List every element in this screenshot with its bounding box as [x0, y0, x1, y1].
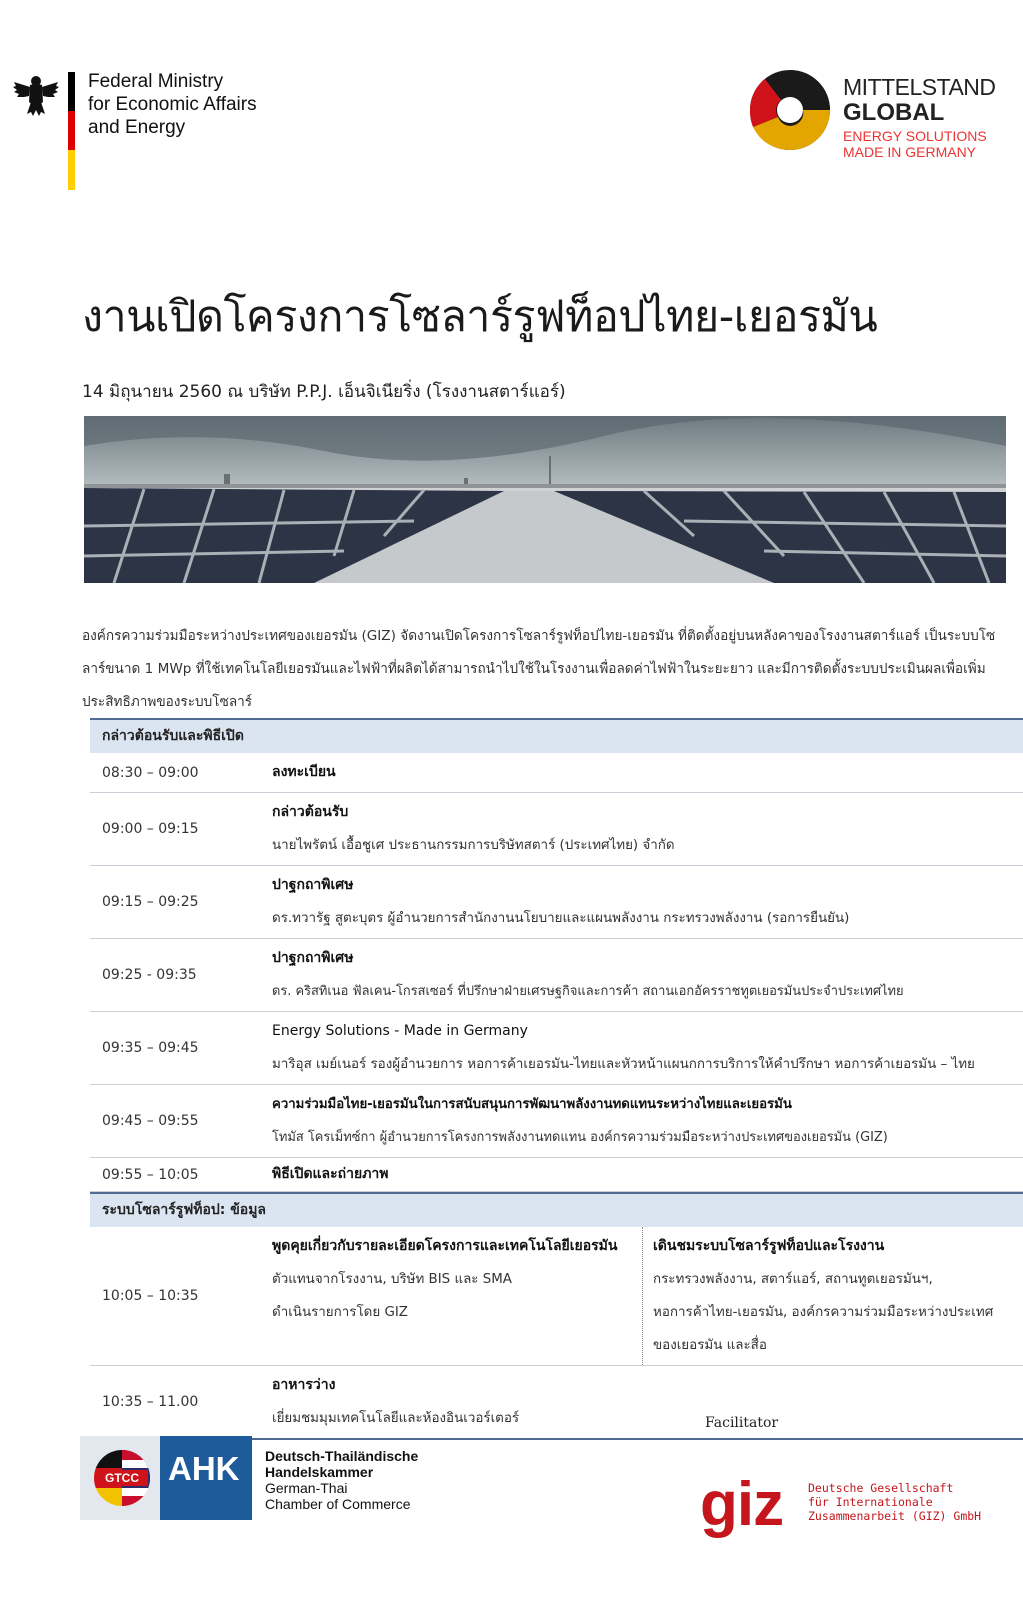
ahk-name-line: German-Thai — [265, 1480, 348, 1496]
agenda-item-title: ลงทะเบียน — [272, 764, 336, 780]
giz-logo — [700, 1470, 1000, 1545]
agenda-row — [90, 1366, 1023, 1440]
ahk-name — [265, 1448, 418, 1512]
agenda-item-speaker: โทมัส โครเม็ทซ์กา ผู้อำนวยการโครงการพลังงานทดแทน องค์กรความร่วมมือระหว่างประเทศของเยอรมัน (GIZ) — [272, 1130, 888, 1145]
giz-name-line: für Internationale — [808, 1495, 933, 1509]
eagle-icon — [12, 72, 60, 118]
agenda-time: 09:15 – 09:25 — [102, 894, 199, 910]
agenda-item-moderator: ดำเนินรายการโดย GIZ — [272, 1305, 408, 1320]
giz-name — [808, 1481, 981, 1523]
agenda-item-title: ปาฐกถาพิเศษ — [272, 877, 354, 893]
agenda-item-speaker: เยี่ยมชมมุมเทคโนโลยีและห้องอินเวอร์เตอร์ — [272, 1411, 520, 1426]
mittelstand-global-logo — [745, 60, 1015, 170]
agenda-time: 10:05 – 10:35 — [102, 1288, 199, 1304]
agenda-right-column — [642, 1227, 1023, 1365]
intro-paragraph: องค์กรความร่วมมือระหว่างประเทศของเยอรมัน (GIZ) จัดงานเปิดโครงการโซลาร์รูฟท็อปไทย-เยอรมัน ที่ติดตั้งอยู่บนหลังคาของโรงงานสตาร์แอร์ เป็นระบบโซลาร์ขนาด 1 MWp ที่ใช้เทคโนโลยีเยอรมันและไฟฟ้าที่ผลิตได้สามารถนำไปใช้ในโรงงานเพื่อลดค่าไฟฟ้าในระยะยาว และมีการติดตั้งระบบประเมินผลเพื่อเพิ่มประสิทธิภาพของระบบโซลาร์ — [82, 628, 996, 710]
ahk-name-line: Handelskammer — [265, 1464, 374, 1480]
ministry-line: Federal Ministry — [88, 71, 224, 92]
ministry-line: for Economic Affairs — [88, 94, 257, 115]
agenda-time: 09:45 – 09:55 — [102, 1113, 199, 1129]
agenda-item-title: พิธีเปิดและถ่ายภาพ — [272, 1166, 389, 1182]
agenda-row — [90, 1085, 1023, 1158]
giz-name-line: Deutsche Gesellschaft — [808, 1481, 954, 1495]
ahk-name-line: Chamber of Commerce — [265, 1496, 411, 1512]
agenda-item-title: ปาฐกถาพิเศษ — [272, 950, 354, 966]
mittelstand-line4: MADE IN GERMANY — [843, 144, 977, 160]
agenda-item-participants: กระทรวงพลังงาน, สตาร์แอร์, สถานทูตเยอรมันฯ, หอการค้าไทย-เยอรมัน, องค์กรความร่วมมือระหว่างประเทศของเยอรมัน และสื่อ — [653, 1272, 994, 1353]
giz-name-line: Zusammenarbeit (GIZ) GmbH — [808, 1509, 982, 1523]
flag-stripe — [68, 72, 75, 190]
rooftop-solar-photo — [84, 416, 1006, 583]
agenda-time: 09:00 – 09:15 — [102, 821, 199, 837]
agenda-row — [90, 1227, 1023, 1366]
agenda-time: 09:35 – 09:45 — [102, 1040, 199, 1056]
agenda-time: 10:35 – 11.00 — [102, 1394, 199, 1410]
gtcc-badge-text: GTCC — [105, 1471, 139, 1485]
ministry-logo — [10, 62, 270, 192]
agenda-time: 09:25 - 09:35 — [102, 967, 197, 983]
agenda-time: 09:55 – 10:05 — [102, 1166, 199, 1183]
ahk-logo — [80, 1436, 430, 1520]
ahk-logo-text: AHK — [168, 1450, 240, 1487]
mittelstand-circle-icon — [745, 65, 835, 155]
event-date-venue: 14 มิถุนายน 2560 ณ บริษัท P.P.J. เอ็นจิเนียริ่ง (โรงงานสตาร์แอร์) — [82, 382, 566, 402]
agenda-item-title: Energy Solutions - Made in Germany — [272, 1023, 528, 1039]
agenda-item-title: ความร่วมมือไทย-เยอรมันในการสนับสนุนการพัฒนาพลังงานทดแทนระหว่างไทยและเยอรมัน — [272, 1097, 792, 1112]
agenda-row — [90, 939, 1023, 1012]
ministry-line: and Energy — [88, 117, 186, 138]
agenda-row — [90, 1012, 1023, 1085]
agenda-time: 08:30 – 09:00 — [102, 764, 199, 781]
mittelstand-line2: GLOBAL — [843, 99, 945, 126]
mittelstand-line1: MITTELSTAND — [843, 74, 996, 100]
agenda-row — [90, 793, 1023, 866]
agenda-section-header: ระบบโซลาร์รูฟท็อป: ข้อมูล — [90, 1192, 1023, 1227]
agenda-section-header: กล่าวต้อนรับและพิธีเปิด — [90, 718, 1023, 753]
agenda-row — [90, 1158, 1023, 1192]
agenda-item-speaker: ตัวแทนจากโรงงาน, บริษัท BIS และ SMA — [272, 1272, 512, 1287]
agenda-item-title: พูดคุยเกี่ยวกับรายละเอียดโครงการและเทคโนโลยีเยอรมัน — [272, 1238, 618, 1254]
ministry-name — [88, 70, 257, 139]
giz-logo-text: giz — [700, 1470, 784, 1539]
agenda-row — [90, 753, 1023, 793]
agenda-item-speaker: ดร. คริสทิเนอ ฟัลเคน-โกรสเซอร์ ที่ปรึกษาฝ่ายเศรษฐกิจและการค้า สถานเอกอัครราชทูตเยอรมันประจำประเทศไทย — [272, 984, 904, 999]
mittelstand-line3: ENERGY SOLUTIONS — [843, 128, 987, 144]
agenda-item-title: กล่าวต้อนรับ — [272, 804, 349, 820]
agenda-table — [90, 718, 1023, 1440]
facilitator-label: Facilitator — [705, 1415, 779, 1431]
agenda-item-speaker: ดร.ทวารัฐ สูตะบุตร ผู้อำนวยการสำนักงานนโยบายและแผนพลังงาน กระทรวงพลังงาน (รอการยืนยัน) — [272, 911, 850, 926]
agenda-item-title: อาหารว่าง — [272, 1377, 336, 1393]
agenda-item-title: เดินชมระบบโซลาร์รูฟท็อปและโรงงาน — [653, 1238, 885, 1254]
agenda-item-speaker: มาริอุส เมย์เนอร์ รองผู้อำนวยการ หอการค้าเยอรมัน-ไทยและหัวหน้าแผนกการบริการให้คำปรึกษา หอการค้าเยอรมัน – ไทย — [272, 1057, 975, 1072]
agenda-item-speaker: นายไพรัตน์ เอื้อชูเศ ประธานกรรมการบริษัทสตาร์ (ประเทศไทย) จำกัด — [272, 838, 675, 853]
agenda-row — [90, 866, 1023, 939]
page-title: งานเปิดโครงการโซลาร์รูฟท็อปไทย-เยอรมัน — [82, 292, 878, 342]
ahk-name-line: Deutsch-Thailändische — [265, 1448, 419, 1464]
agenda-left-column — [272, 1227, 642, 1365]
